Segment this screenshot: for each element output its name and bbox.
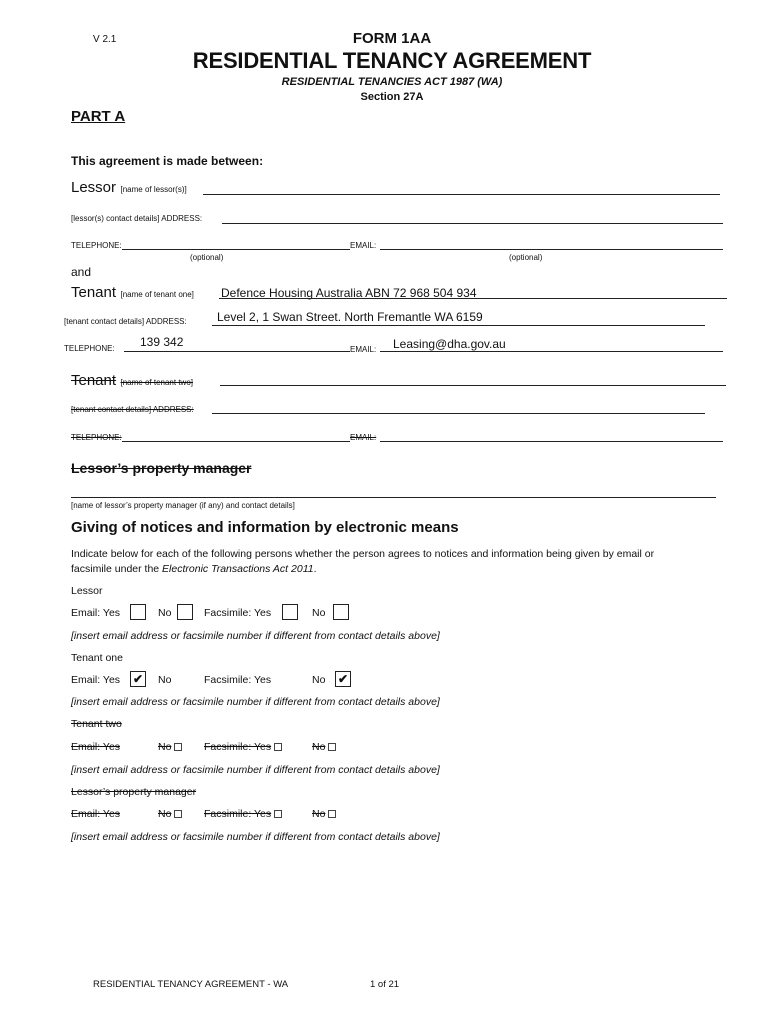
lessor-email-no-label: No <box>158 607 172 619</box>
tenant-one-telephone-field[interactable] <box>124 351 350 352</box>
tenant-one-name-hint: [name of tenant one] <box>120 290 194 299</box>
notices-intro-line-2 <box>71 563 317 575</box>
tenant-one-address-field[interactable] <box>212 325 705 326</box>
version-label: V 2.1 <box>93 34 117 45</box>
tenant-one-fax-yes-label: Facsimile: Yes <box>204 674 272 686</box>
notices-intro-period: . <box>313 563 317 575</box>
tenant-two-email-no-checkbox[interactable] <box>174 743 182 751</box>
tenant-one-email-value: Leasing@dha.gov.au <box>393 337 506 351</box>
lessor-fax-no-label: No <box>312 607 326 619</box>
document-title: RESIDENTIAL TENANCY AGREEMENT <box>192 48 592 73</box>
tenant-one-telephone-label: TELEPHONE: <box>64 344 115 353</box>
pm-fax-no-checkbox[interactable] <box>328 810 336 818</box>
page-number: 1 of 21 <box>370 979 400 990</box>
lessor-name-row <box>71 179 187 197</box>
tenant-two-fax-yes-text: Facsimile: Yes <box>204 741 272 753</box>
pm-email-yes-label: Email: Yes <box>71 808 121 820</box>
act-reference: RESIDENTIAL TENANCIES ACT 1987 (WA) <box>281 76 503 88</box>
lessor-email-yes-label: Email: Yes <box>71 607 121 619</box>
tenant-one-address-value: Level 2, 1 Swan Street. North Fremantle WA 6159 <box>217 310 483 324</box>
tenant-two-fax-yes-label <box>204 741 282 753</box>
tenant-one-email-field[interactable] <box>380 351 723 352</box>
tenant-two-address-field[interactable] <box>212 413 705 414</box>
tenant-one-name-value: Defence Housing Australia ABN 72 968 504 934 <box>221 286 477 300</box>
property-manager-field[interactable] <box>71 497 716 498</box>
pm-email-no-text: No <box>158 808 172 820</box>
form-number: FORM 1AA <box>352 30 432 47</box>
tenant-one-email-yes-checkbox[interactable]: ✔ <box>130 671 146 687</box>
tenant-two-fax-yes-checkbox[interactable] <box>274 743 282 751</box>
lessor-fax-yes-label: Facsimile: Yes <box>204 607 272 619</box>
electronic-transactions-act: Electronic Transactions Act 2011 <box>162 563 314 575</box>
tenant-one-name-row <box>71 284 194 302</box>
and-text: and <box>71 265 92 279</box>
tenant-one-insert-hint: [insert email address or facsimile number if different from contact details above] <box>71 696 440 708</box>
lessor-address-field[interactable] <box>222 223 723 224</box>
tenant-two-name-row <box>71 372 193 390</box>
tenant-two-name-field[interactable] <box>220 385 726 386</box>
tenant-two-insert-hint: [insert email address or facsimile number if different from contact details above] <box>71 764 440 776</box>
tenant-two-telephone-field[interactable] <box>122 441 350 442</box>
tenant-one-name-field[interactable] <box>219 298 727 299</box>
tenant-two-telephone-label: TELEPHONE: <box>71 433 122 442</box>
pm-email-no-checkbox[interactable] <box>174 810 182 818</box>
notices-intro-text: facsimile under the <box>71 563 163 575</box>
tenant-two-label: Tenant <box>71 372 117 389</box>
tenant-two-fax-no-text: No <box>312 741 326 753</box>
pm-fax-yes-checkbox[interactable] <box>274 810 282 818</box>
pm-notices-label: Lessor’s property manager <box>71 786 197 798</box>
lessor-email-label: EMAIL: <box>350 241 377 250</box>
tenant-two-email-no-text: No <box>158 741 172 753</box>
footer-title: RESIDENTIAL TENANCY AGREEMENT - WA <box>93 979 289 990</box>
tenant-one-email-label: EMAIL: <box>350 345 377 354</box>
lessor-fax-no-checkbox[interactable] <box>333 604 349 620</box>
tenant-one-contact-hint: [tenant contact details] ADDRESS: <box>64 317 187 326</box>
tenant-one-email-no-label: No <box>158 674 172 686</box>
lessor-insert-hint: [insert email address or facsimile number if different from contact details above] <box>71 630 440 642</box>
lessor-name-field[interactable] <box>203 194 720 195</box>
tenant-two-fax-no-checkbox[interactable] <box>328 743 336 751</box>
tenant-one-telephone-value: 139 342 <box>140 335 184 349</box>
lessor-name-hint: [name of lessor(s)] <box>120 185 187 194</box>
tenant-two-fax-no-label <box>312 741 336 753</box>
lessor-telephone-label: TELEPHONE: <box>71 241 122 250</box>
lessor-contact-hint: [lessor(s) contact details] ADDRESS: <box>71 214 203 223</box>
tenant-two-email-label: EMAIL: <box>350 433 377 442</box>
tenant-two-email-no-label <box>158 741 182 753</box>
lessor-email-optional: (optional) <box>509 253 543 262</box>
property-manager-hint: [name of lessor’s property manager (if any) and contact details] <box>71 501 295 510</box>
notices-heading: Giving of notices and information by electronic means <box>71 519 459 536</box>
lessor-fax-yes-checkbox[interactable] <box>282 604 298 620</box>
lessor-notices-label: Lessor <box>71 585 103 597</box>
tenant-two-name-hint: [name of tenant two] <box>120 378 193 387</box>
pm-fax-yes-label <box>204 808 282 820</box>
tenant-one-notices-label: Tenant one <box>71 652 123 664</box>
tenant-two-email-field[interactable] <box>380 441 723 442</box>
tenant-one-label: Tenant <box>71 284 117 301</box>
property-manager-heading: Lessor’s property manager <box>71 460 252 476</box>
lessor-email-yes-checkbox[interactable] <box>130 604 146 620</box>
tenant-two-email-yes-label: Email: Yes <box>71 741 121 753</box>
pm-email-no-label <box>158 808 182 820</box>
tenant-two-notices-label: Tenant two <box>71 718 122 730</box>
pm-insert-hint: [insert email address or facsimile number if different from contact details above] <box>71 831 440 843</box>
section-reference: Section 27A <box>360 91 424 103</box>
notices-intro-line-1: Indicate below for each of the following persons whether the person agrees to notices and information being given by email or <box>71 548 655 560</box>
lessor-label: Lessor <box>71 179 117 196</box>
pm-fax-no-label <box>312 808 336 820</box>
tenant-one-fax-no-label: No <box>312 674 326 686</box>
tenant-two-contact-hint: [tenant contact details] ADDRESS: <box>71 405 194 414</box>
made-between-heading: This agreement is made between: <box>71 154 264 168</box>
pm-fax-yes-text: Facsimile: Yes <box>204 808 272 820</box>
tenant-one-email-yes-label: Email: Yes <box>71 674 121 686</box>
lessor-telephone-field[interactable] <box>122 249 350 250</box>
pm-fax-no-text: No <box>312 808 326 820</box>
lessor-email-field[interactable] <box>380 249 723 250</box>
lessor-email-no-checkbox[interactable] <box>177 604 193 620</box>
tenant-one-fax-no-checkbox[interactable]: ✔ <box>335 671 351 687</box>
lessor-telephone-optional: (optional) <box>190 253 224 262</box>
part-heading: PART A <box>71 108 126 125</box>
